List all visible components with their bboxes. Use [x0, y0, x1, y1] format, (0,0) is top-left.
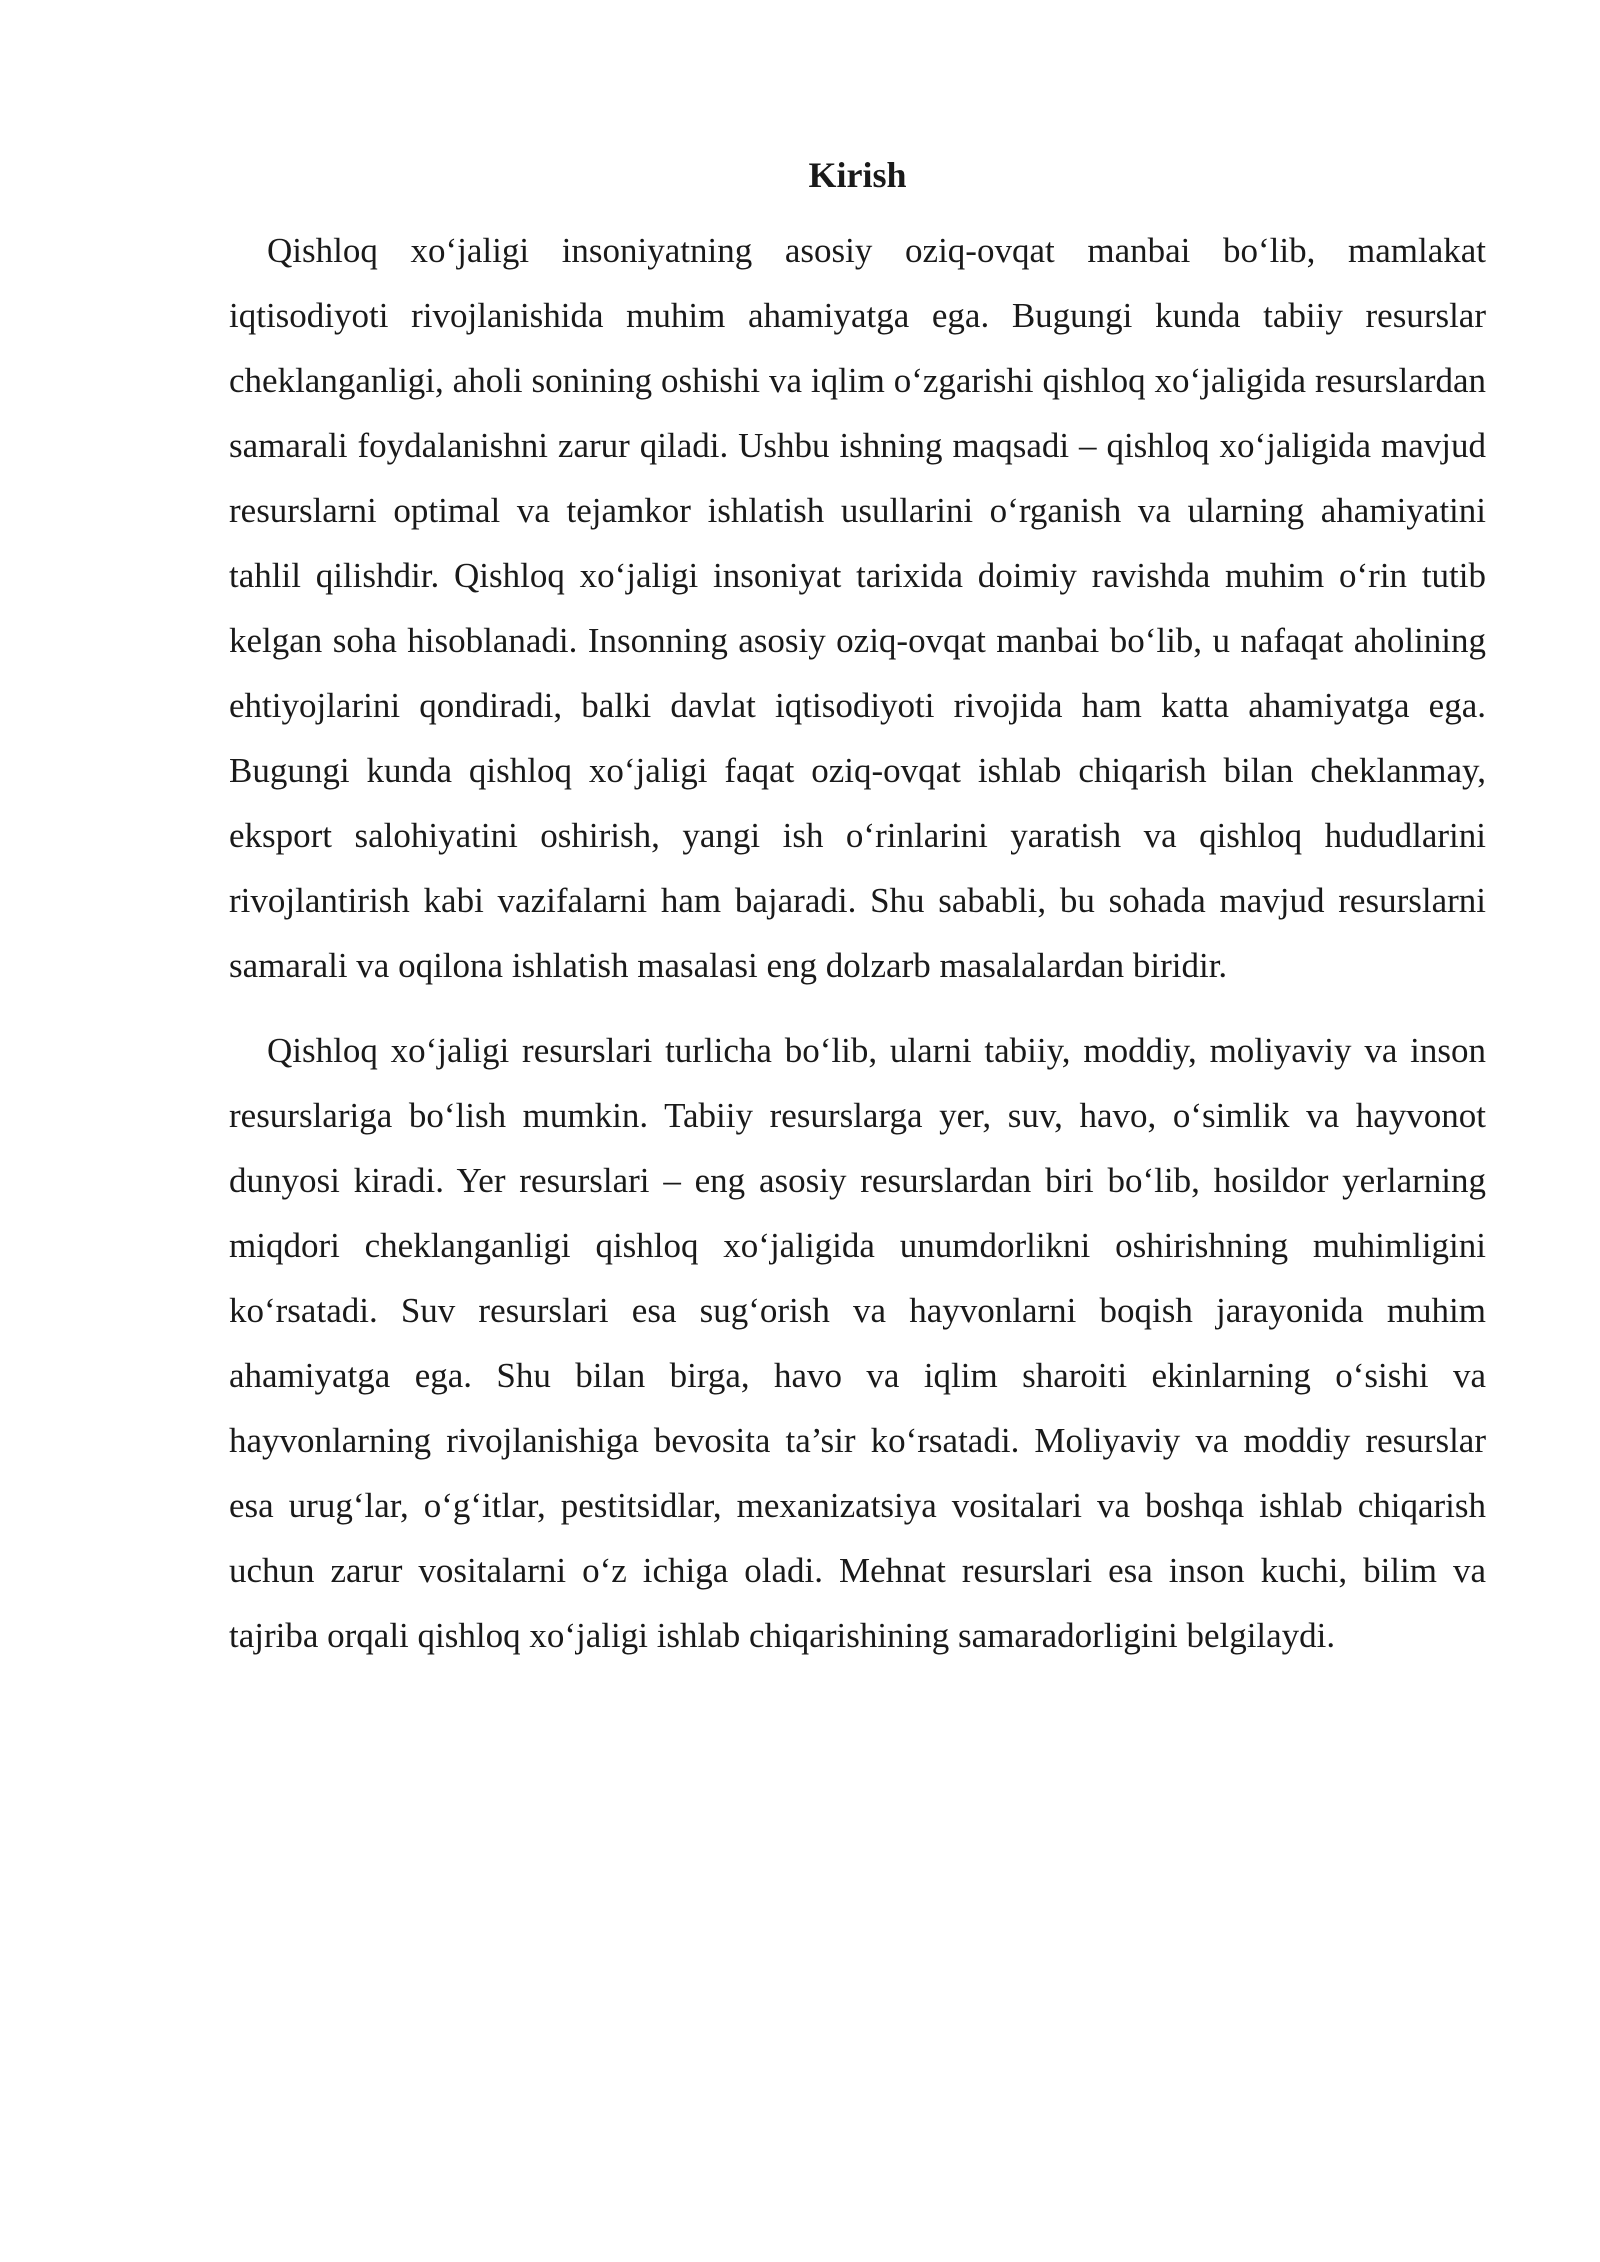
- paragraph-1: Qishloq xo‘jaligi insoniyatning asosiy oziq-ovqat manbai bo‘lib, mamlakat iqtisodiyoti rivojlanishida muhim ahamiyatga ega. Bugungi kunda tabiiy resurslar cheklanganligi, aholi sonining oshishi va iqlim o‘zgarishi qishloq xo‘jaligida resurslardan samarali foydalanishni zarur qiladi. Ushbu ishning maqsadi – qishloq xo‘jaligida mavjud resurslarni optimal va tejamkor ishlatish usullarini o‘rganish va ularning ahamiyatini tahlil qilishdir. Qishloq xo‘jaligi insoniyat tarixida doimiy ravishda muhim o‘rin tutib kelgan soha hisoblanadi. Insonning asosiy oziq-ovqat manbai bo‘lib, u nafaqat aholining ehtiyojlarini qondiradi, balki davlat iqtisodiyoti rivojida ham katta ahamiyatga ega. Bugungi kunda qishloq xo‘jaligi faqat oziq-ovqat ishlab chiqarish bilan cheklanmay, eksport salohiyatini oshirish, yangi ish o‘rinlarini yaratish va qishloq hududlarini rivojlantirish kabi vazifalarni ham bajaradi. Shu sababli, bu sohada mavjud resurslarni samarali va oqilona ishlatish masalasi eng dolzarb masalalardan biridir.: [229, 231, 1486, 985]
- document-body: [229, 150, 1486, 1688]
- page-title: Kirish: [808, 155, 907, 195]
- paragraph-2: Qishloq xo‘jaligi resurslari turlicha bo‘lib, ularni tabiiy, moddiy, moliyaviy va inson resurslariga bo‘lish mumkin. Tabiiy resurslarga yer, suv, havo, o‘simlik va hayvonot dunyosi kiradi. Yer resurslari – eng asosiy resurslardan biri bo‘lib, hosildor yerlarning miqdori cheklanganligi qishloq xo‘jaligida unumdorlikni oshirishning muhimligini ko‘rsatadi. Suv resurslari esa sug‘orish va hayvonlarni boqish jarayonida muhim ahamiyatga ega. Shu bilan birga, havo va iqlim sharoiti ekinlarning o‘sishi va hayvonlarning rivojlanishiga bevosita ta’sir ko‘rsatadi. Moliyaviy va moddiy resurslar esa urug‘lar, o‘g‘itlar, pestitsidlar, mexanizatsiya vositalari va boshqa ishlab chiqarish uchun zarur vositalarni o‘z ichiga oladi. Mehnat resurslari esa inson kuchi, bilim va tajriba orqali qishloq xo‘jaligi ishlab chiqarishining samaradorligini belgilaydi.: [229, 1031, 1486, 1655]
